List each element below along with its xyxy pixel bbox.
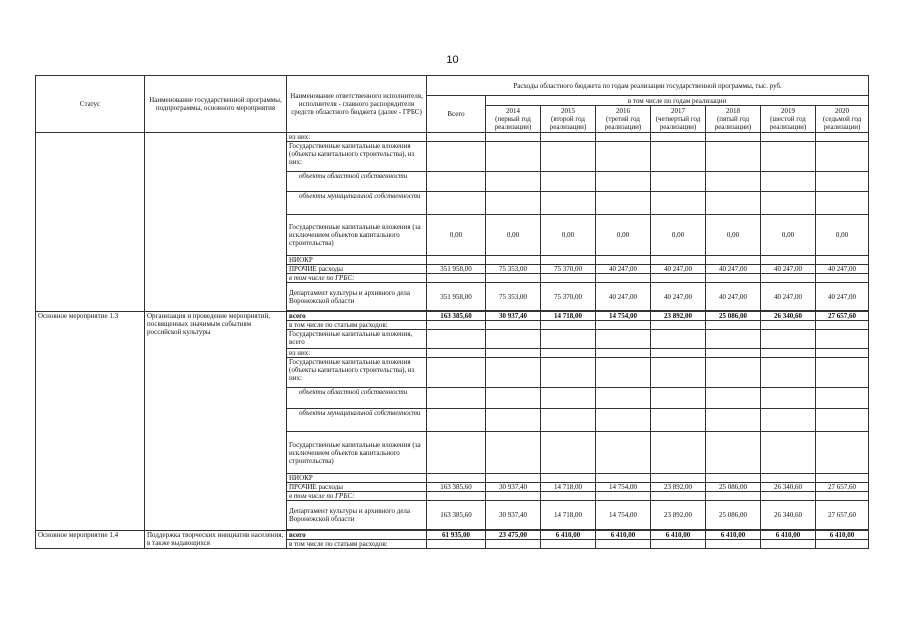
table-row: из них: [36,133,869,142]
table-row: НИОКР [36,256,869,265]
table-row: ПРОЧИЕ расходы 351 958,00 75 353,00 75 370,00 40 247,00 40 247,00 40 247,00 40 247,00 40 247,00 [36,265,869,274]
status-cell: Основное мероприятие 1.3 [36,312,145,531]
table-row: Государственные капитальные вложения (за исключением объектов капитального строительства) [36,432,869,474]
table-row: в том числе по статьям расходов: [36,321,869,330]
header-name: Наименование государственной программы, подпрограммы, основного мероприятия [145,76,287,133]
header-total: Всего [427,96,486,133]
table-row: в том числе по ГРБС: [36,492,869,501]
table-row: ПРОЧИЕ расходы 163 385,60 30 937,40 14 718,00 14 754,00 23 892,00 25 086,00 26 340,60 27 657,60 [36,483,869,492]
table-row: Основное мероприятие 1.3 Организация и проведение мероприятий, посвященных значимым событиям российской культуры всего 163 385,60 30 937,40 14 718,00 14 754,00 23 892,00 25 086,00 26 340,60 27 657,60 [36,312,869,321]
table-row: Государственные капитальные вложения, всего [36,330,869,349]
measure-name: Организация и проведение мероприятий, посвященных значимым событиям российской культуры [145,312,287,531]
budget-table [35,75,869,549]
table-row: Департамент культуры и архивного дела Воронежской области 163 385,60 30 937,40 14 718,00 14 754,00 23 892,00 25 086,00 26 340,60 27 657,60 [36,501,869,530]
header-year-2014: 2014 (первый год реализации) [486,106,541,133]
table-row: в том числе по статьям расходов: [36,540,869,549]
table-row: объекты областной собственности [36,388,869,409]
status-cell: Основное мероприятие 1.4 [36,531,145,549]
header-year-2020: 2020 (седьмой год реализации) [816,106,869,133]
header-year-2017: 2017 (четвертый год реализации) [651,106,706,133]
header-year-2019: 2019 (шестой год реализации) [761,106,816,133]
header-year-2016: 2016 (третий год реализации) [596,106,651,133]
measure-name: Поддержка творческих инициатив населения, в также выдающихся [145,531,287,549]
table-row: объекты муниципальной собственности [36,192,869,215]
table-row: Департамент культуры и архивного дела Воронежской области 351 958,00 75 353,00 75 370,00 40 247,00 40 247,00 40 247,00 40 247,00 40 247,00 [36,283,869,311]
table-row: объекты областной собственности [36,172,869,192]
header-status: Статус [36,76,145,133]
table-row: Государственные капитальные вложения (объекты капитального строительства), из них: [36,142,869,172]
table-row: Государственные капитальные вложения (за исключением объектов капитального строительства) 0,00 0,00 0,00 0,00 0,00 0,00 0,00 0,00 [36,215,869,256]
table-row: Основное мероприятие 1.4 Поддержка творческих инициатив населения, в также выдающихся всего 61 935,00 23 475,00 6 410,00 6 410,00 6 410,00 6 410,00 6 410,00 6 410,00 [36,531,869,540]
table-row: из них: [36,349,869,358]
table-row: объекты муниципальной собственности [36,409,869,432]
header-grbs: Наименование ответственного исполнителя, исполнителя - главного распорядителя средств областного бюджета (далее - ГРБС) [287,76,427,133]
table-row: НИОКР [36,474,869,483]
table-row: в том числе по ГРБС: [36,274,869,283]
table-row: Государственные капитальные вложения (объекты капитального строительства), из них: [36,358,869,388]
header-by-years: в том числе по годам реализации [486,96,869,106]
header-year-2018: 2018 (пятый год реализации) [706,106,761,133]
header-expenses: Расходы областного бюджета по годам реализации государственной программы, тыс. руб. [427,76,869,96]
header-year-2015: 2015 (второй год реализации) [541,106,596,133]
page-number: 10 [446,54,459,66]
